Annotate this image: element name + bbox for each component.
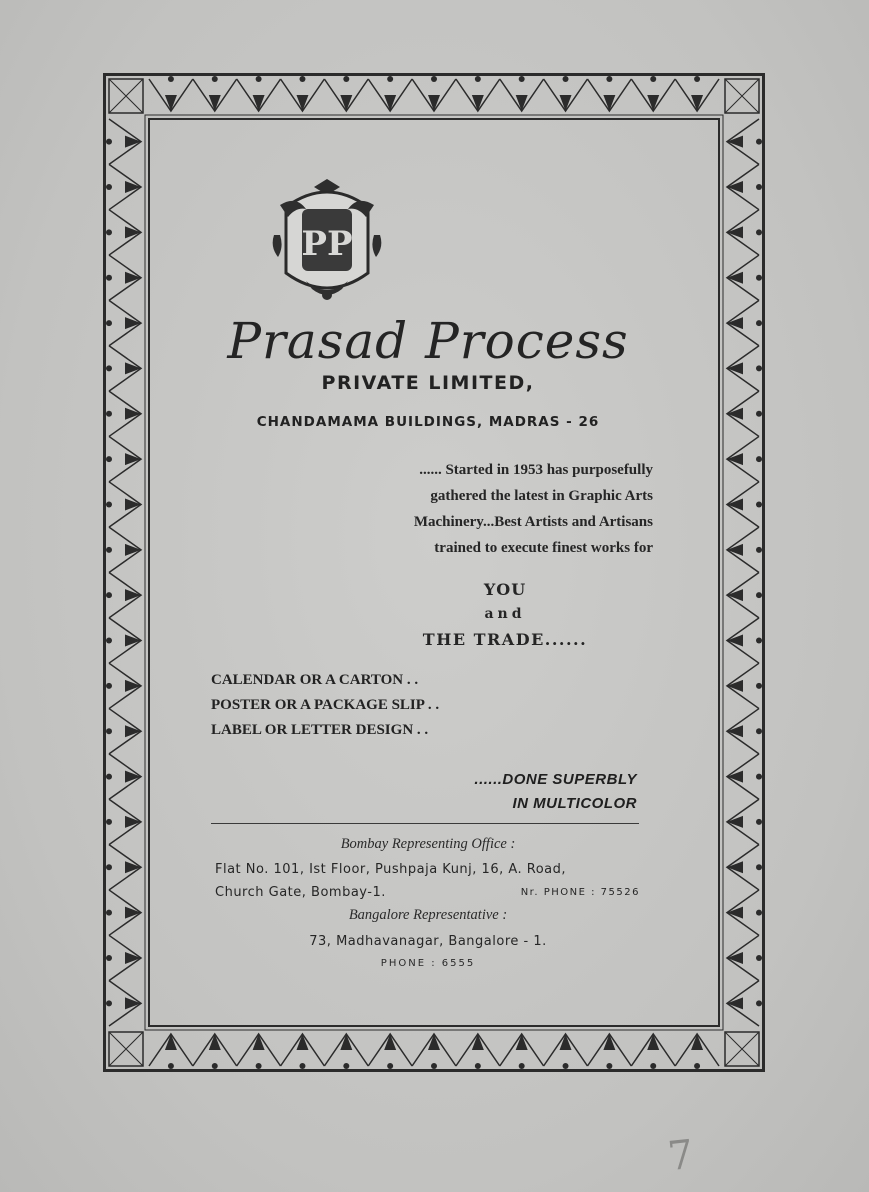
company-address: CHANDAMAMA BUILDINGS, MADRAS - 26 xyxy=(256,414,600,430)
company-type: PRIVATE LIMITED, xyxy=(321,372,535,394)
service-item: CALENDAR OR A CARTON . . xyxy=(211,672,419,688)
intro-line: trained to execute finest works for xyxy=(434,540,653,556)
page-number: 7 xyxy=(665,1131,696,1181)
divider xyxy=(211,823,639,824)
tagline-line: IN MULTICOLOR xyxy=(512,795,637,812)
intro-paragraph xyxy=(308,457,653,561)
services-list xyxy=(211,668,531,743)
bangalore-office-label: Bangalore Representative : xyxy=(348,907,508,923)
intro-line: Machinery...Best Artists and Artisans xyxy=(413,514,653,530)
bombay-office-city: Church Gate, Bombay-1. xyxy=(215,885,386,900)
audience-trade: THE TRADE...... xyxy=(422,630,588,649)
intro-line: ...... Started in 1953 has purposefully xyxy=(419,462,653,478)
bangalore-office-address: 73, Madhavanagar, Bangalore - 1. xyxy=(309,934,547,949)
svg-text:PP: PP xyxy=(301,224,353,264)
bombay-office-address-2 xyxy=(215,885,640,900)
tagline-line: ......DONE SUPERBLY xyxy=(474,771,637,788)
audience-block xyxy=(380,577,630,652)
service-item: POSTER OR A PACKAGE SLIP . . xyxy=(211,697,440,713)
bombay-office-phone: Nr. PHONE : 75526 xyxy=(520,887,640,898)
audience-and: and xyxy=(484,606,526,622)
audience-you: YOU xyxy=(483,580,527,599)
tagline xyxy=(400,768,637,816)
service-item: LABEL OR LETTER DESIGN . . xyxy=(211,722,429,738)
intro-line: gathered the latest in Graphic Arts xyxy=(430,488,653,504)
company-name: Prasad Process xyxy=(227,312,629,370)
bombay-office-address: Flat No. 101, Ist Floor, Pushpaja Kunj, 16, A. Road, xyxy=(215,862,567,877)
company-logo xyxy=(266,177,388,305)
bangalore-office-phone: PHONE : 6555 xyxy=(380,958,476,969)
bombay-office-label: Bombay Representing Office : xyxy=(340,836,516,852)
pp-crest-logo xyxy=(266,177,388,305)
